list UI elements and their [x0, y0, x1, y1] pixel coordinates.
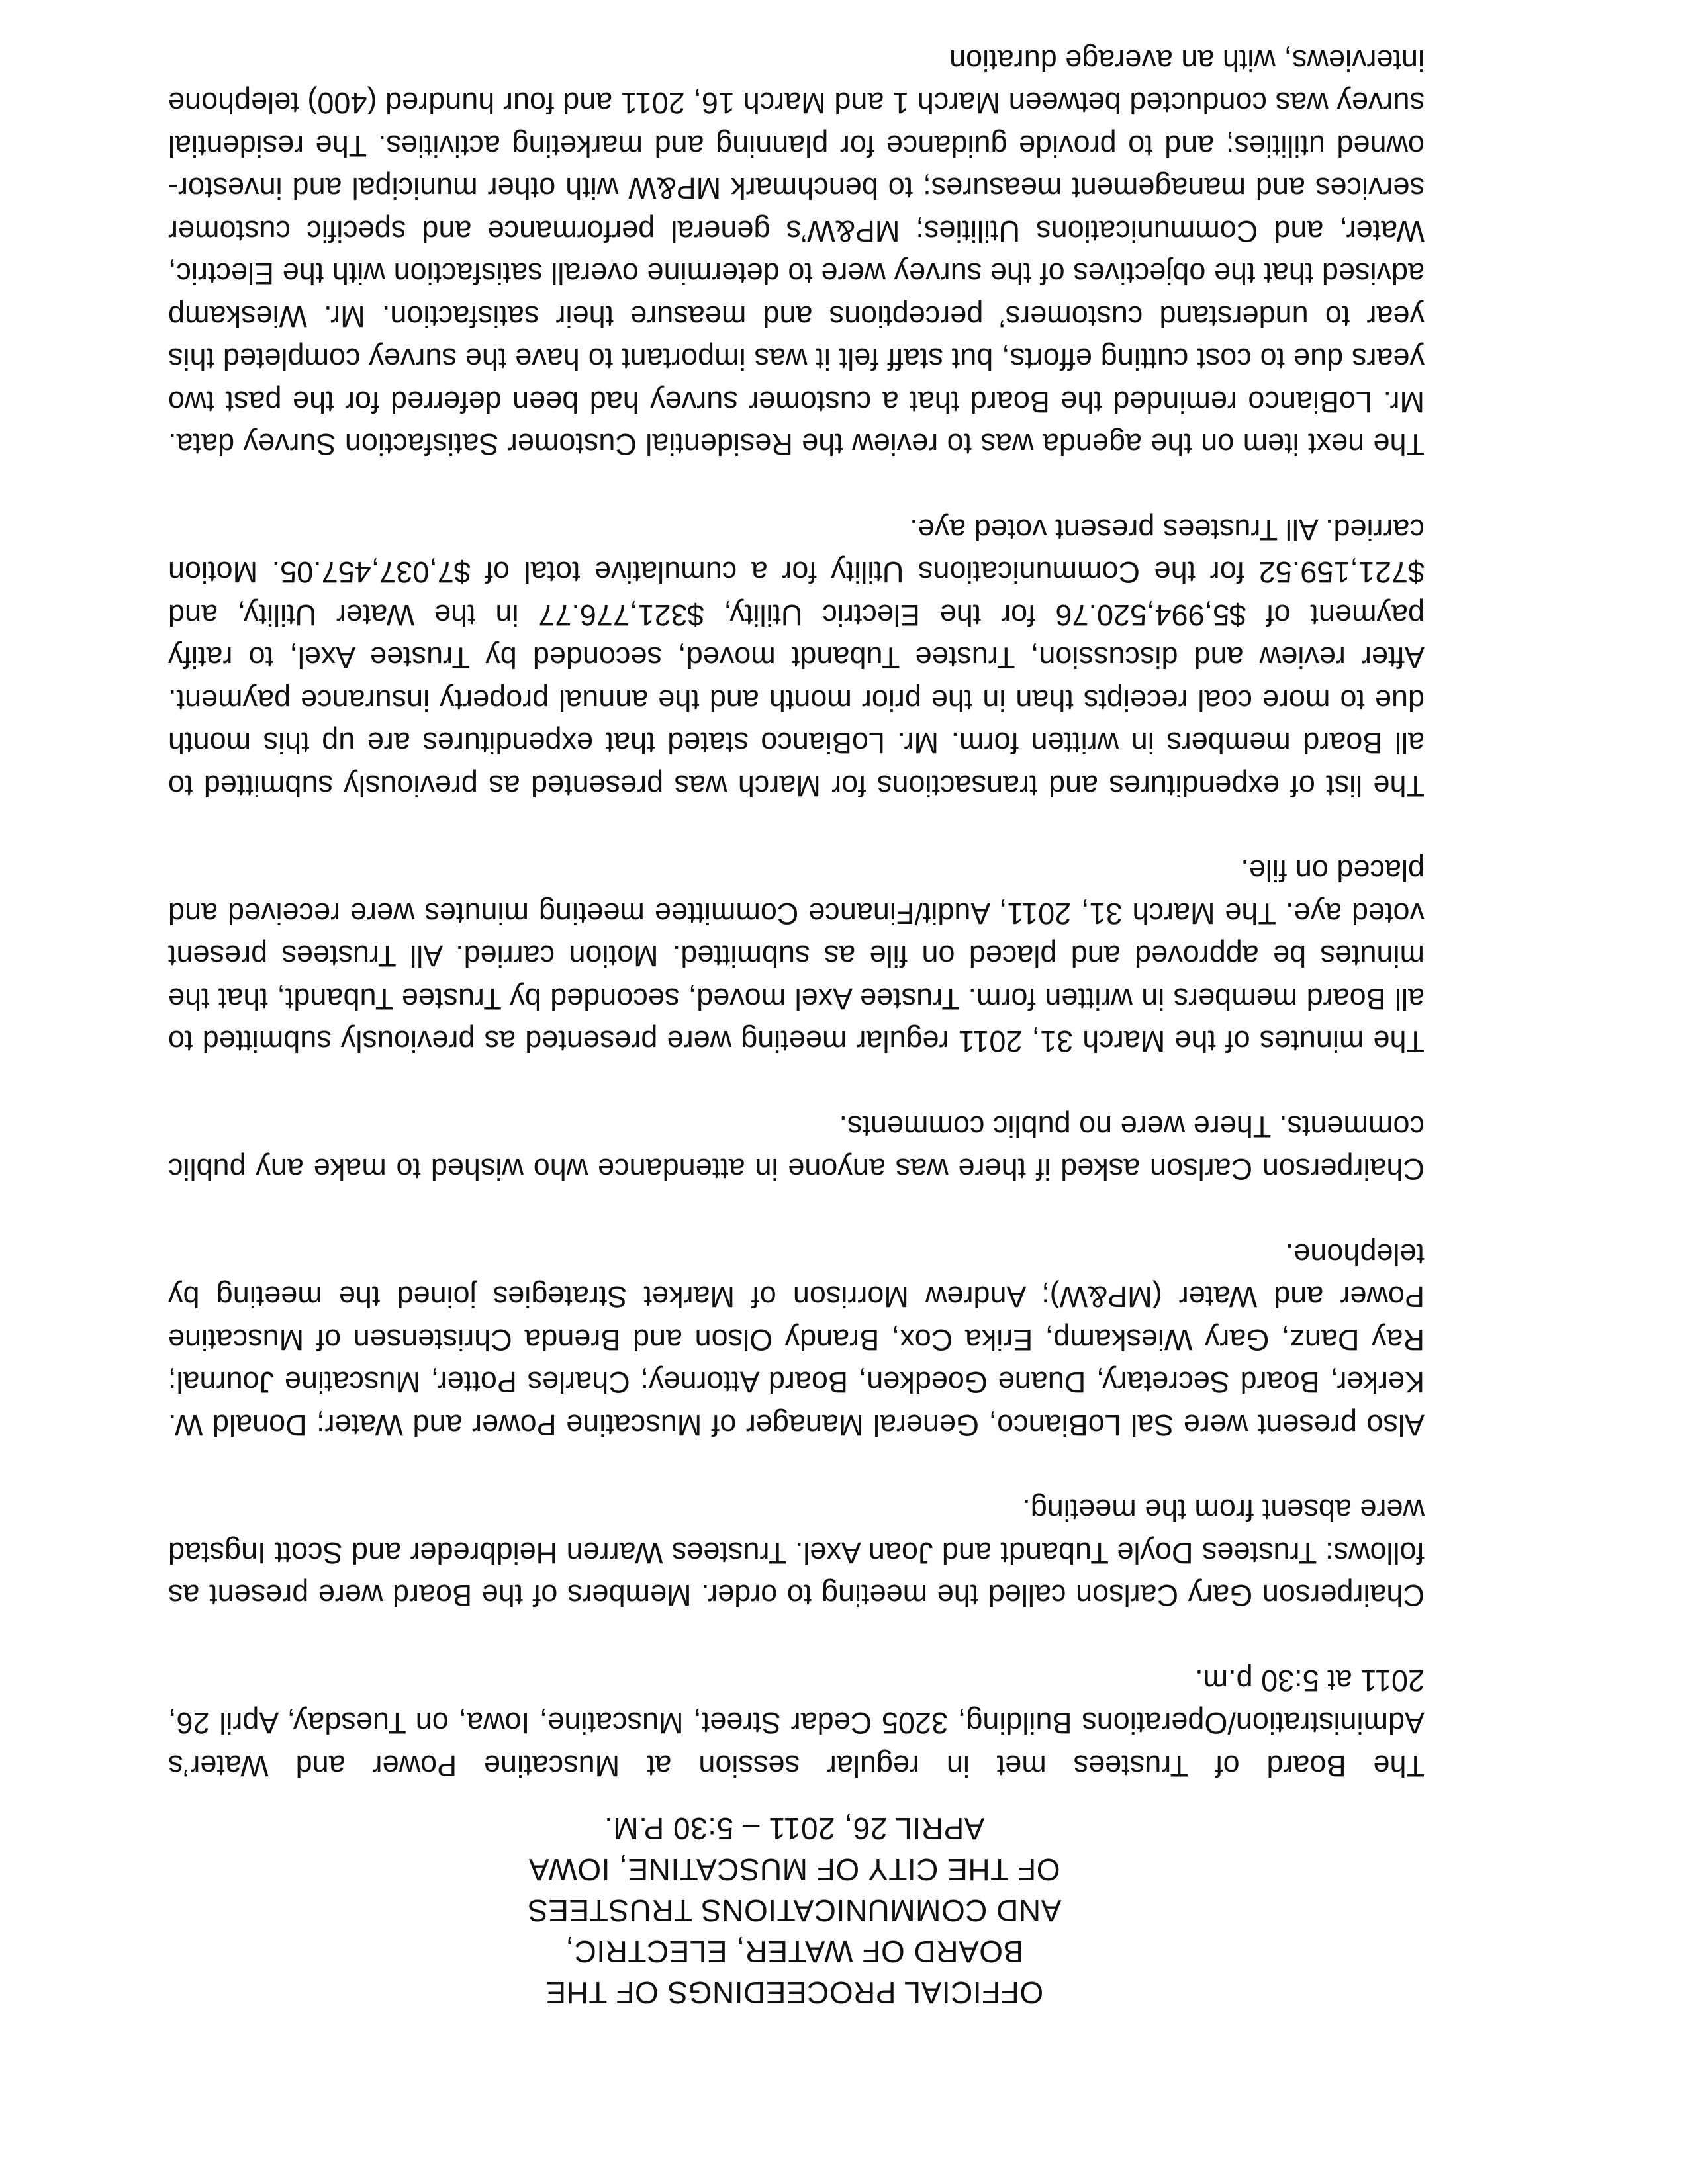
paragraph-call-to-order: Chairperson Gary Carlson called the meeting to order. Members of the Board were present as follows: Trustees Doyle Tubandt and Joan Axel. Trustees Warren Heidbreder and Scott Ingstad were absent from the meeting. — [168, 1493, 1425, 1613]
document-body — [168, 0, 1425, 1787]
paragraph-minutes-approval: The minutes of the March 31, 2011 regular meeting were presented as previously submitted to all Board members in written form. Trustee Axel moved, seconded by Trustee Tubandt, that the minutes be approved and placed on file as submitted. Motion carried. All Trustees present voted aye. The March 31, 2011, Audit/Finance Committee meeting minutes were received and placed on file. — [168, 854, 1425, 1059]
header-line: AND COMMUNICATIONS TRUSTEES — [527, 1893, 1062, 1928]
header-line: OFFICIAL PROCEEDINGS OF THE — [545, 1976, 1044, 2010]
header-date-line: APRIL 26, 2011 – 5:30 P.M. — [604, 1811, 985, 1846]
paragraph-expenditures: The list of expenditures and transactions for March was presented as previously submitted to all Board members in written form. Mr. LoBianco stated that expenditures are up this month due to more coal receipts than in the prior month and the annual property insurance payment. After review and discussion, Trustee Tubandt moved, seconded by Trustee Axel, to ratify payment of $5,994,520.76 for the Electric Utility, $321,776.77 in the Water Utility, and $721,159.52 for the Communications Utility for a cumulative total of $7,037,457.05. Motion carried. All Trustees present voted aye. — [168, 513, 1425, 803]
header-line: OF THE CITY OF MUSCATINE, IOWA — [528, 1852, 1060, 1887]
document-header — [0, 1808, 1688, 2013]
paragraph-also-present: Also present were Sal LoBianco, General Manager of Muscatine Power and Water; Donald W. Kerker, Board Secretary, Duane Goedken, Board Attorney; Charles Potter, Muscatine Journal; Ray Danz, Gary Wieskamp, Erika Cox, Brandy Olson and Brenda Christensen of Muscatine Power and Water (MP&W); Andrew Morrison of Market Strategies joined the meeting by telephone. — [168, 1238, 1425, 1442]
paragraph-meeting-opening: The Board of Trustees met in regular session at Muscatine Power and Water’s Administration/Operations Building, 3205 Cedar Street, Muscatine, Iowa, on Tuesday, April 26, 2011 at 5:30 p.m. — [168, 1664, 1425, 1783]
header-line: BOARD OF WATER, ELECTRIC, — [565, 1934, 1024, 1969]
paragraph-public-comments: Chairperson Carlson asked if there was anyone in attendance who wished to make any public comments. There were no public comments. — [168, 1110, 1425, 1187]
paragraph-customer-survey: The next item on the agenda was to review the Residential Customer Satisfaction Survey data. Mr. LoBianco reminded the Board that a customer survey had been deferred for the past two years due to cost cutting efforts, but staff felt it was important to have the survey completed this year to understand customers’ perceptions and measure their satisfaction. Mr. Wieskamp advised that the objectives of the survey were to determine overall satisfaction with the Electric, Water, and Communications Utilities; MP&W’s general performance and specific customer services and management measures; to benchmark MP&W with other municipal and investor-owned utilities; and to provide guidance for planning and marketing activities. The residential survey was conducted between March 1 and March 16, 2011 and four hundred (400) telephone interviews, with an average duration — [168, 44, 1425, 462]
